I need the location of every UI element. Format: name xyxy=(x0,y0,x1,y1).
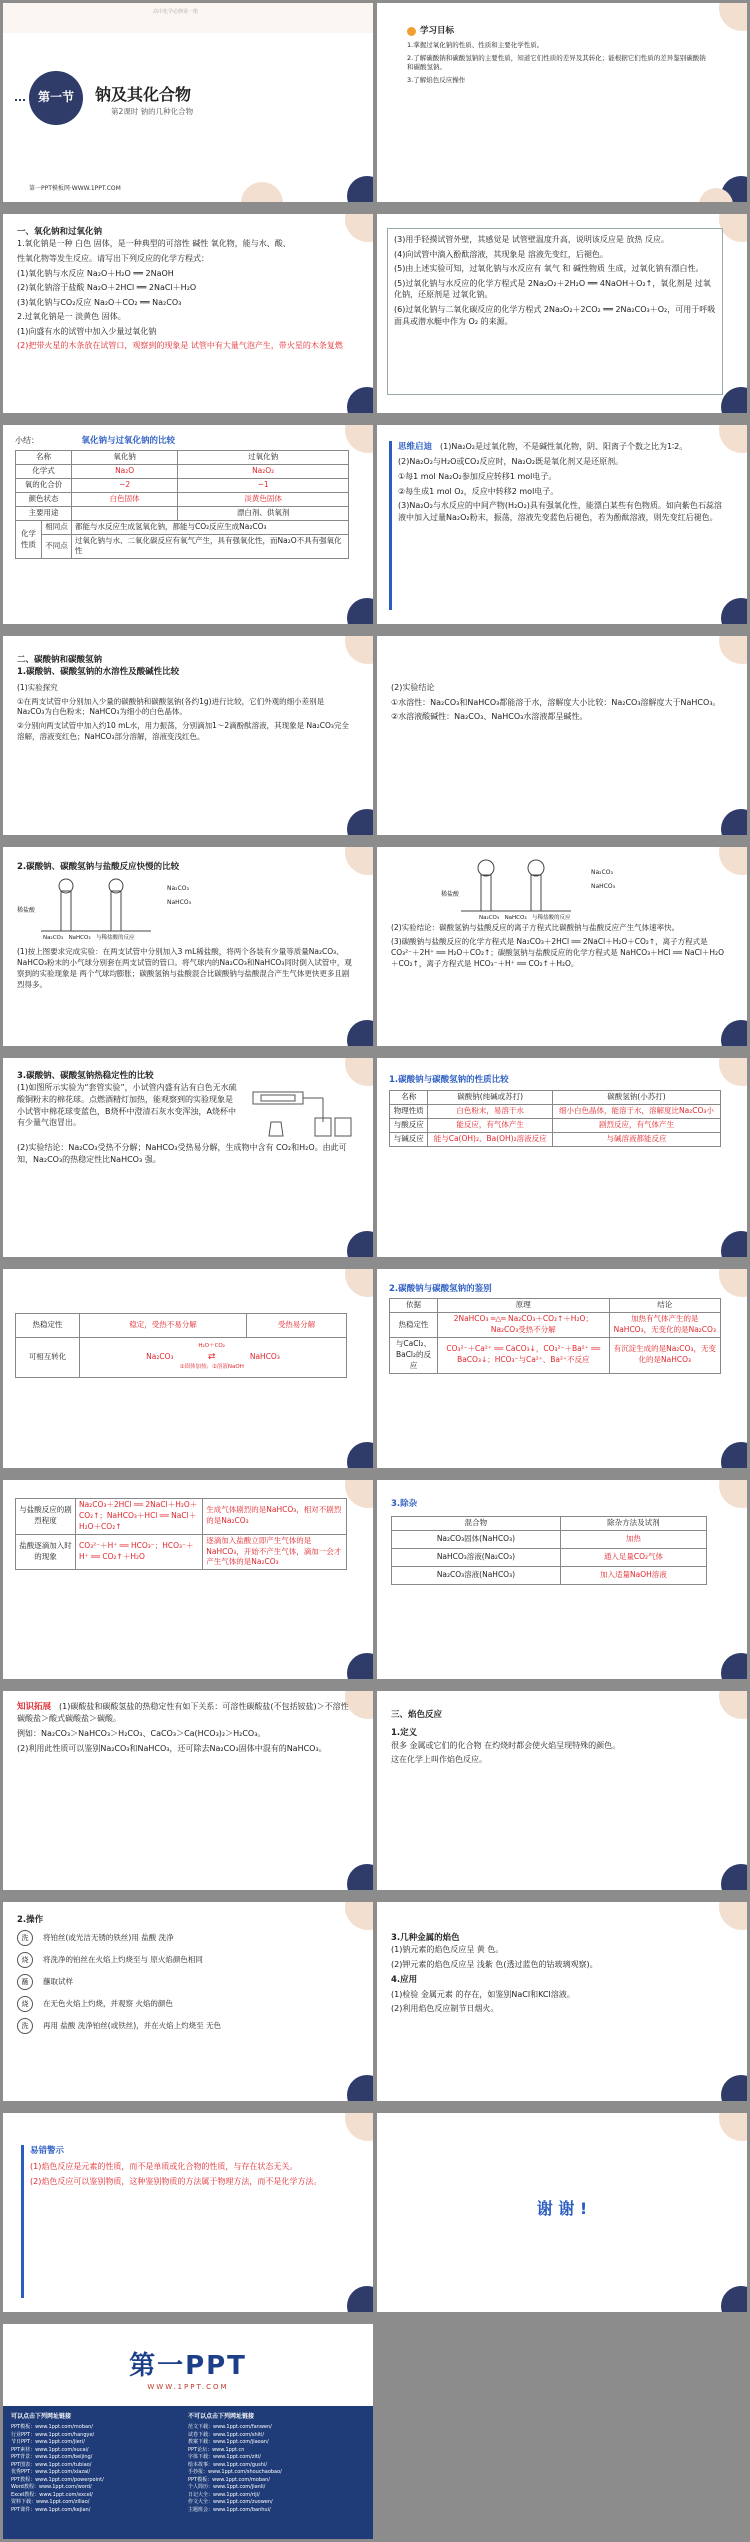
figure-label: 稀盐酸 xyxy=(441,891,460,898)
top-note: 高中化学必修第一册 xyxy=(153,9,199,15)
link-item[interactable]: 个人简历：www.1ppt.com/jianli/ xyxy=(188,2484,266,2490)
slide-identification xyxy=(377,1269,747,1468)
step-text: 再用 盐酸 洗净铂丝(或铁丝)，并在火焰上灼烧至 无色 xyxy=(43,2020,222,2030)
text-line: (2)实验结论 xyxy=(391,683,435,692)
conv-right: NaHCO₃ xyxy=(249,1352,280,1362)
tube-apparatus-diagram xyxy=(243,1082,353,1142)
text-line: 1.氧化钠是一种 白色 固体，是一种典型的可溶性 碱性 氧化物，能与水、酸、 xyxy=(17,239,291,249)
footer-text: 第一PPT模板网·WWW.1PPT.COM xyxy=(29,185,121,192)
comparison-table: 名称 氧化钠 过氧化钠 化学式 Na₂O Na₂O₂ 氧的化合价 −2 −1 颜色状态 白色固体 淡黄色固体 主要用途 漂白剂、供氧剂 化学性质 相同点 都能与水反应生成氢氧化钠，都能与CO₂反应生成Na₂CO₃ 不同点 过氧化钠与水、二氧化碳反应有氧气产生，具有强氧化性，而Na₂O不具有强氧化性 xyxy=(15,450,349,559)
slide-branding xyxy=(3,2324,373,2539)
link-item[interactable]: PPT图表：www.1ppt.com/tubiao/ xyxy=(11,2461,92,2468)
table-row: 颜色状态 白色固体 淡黄色固体 xyxy=(16,492,349,506)
objective-item: 3.了解焰色反应操作 xyxy=(407,75,466,84)
figure-label: NaHCO₃ xyxy=(167,899,191,907)
balloon-figure xyxy=(391,859,727,923)
link-item[interactable]: 日记大全：www.1ppt.com/riji/ xyxy=(188,2491,260,2498)
equation-line: (3)氧化钠与CO₂反应 Na₂O＋CO₂ ══ Na₂CO₃ xyxy=(17,297,182,307)
table-row: 物理性质 白色粉末，易溶于水 细小白色晶体，能溶于水，溶解度比Na₂CO₃小 xyxy=(390,1105,721,1119)
text-line: (4)向试管中滴入酚酞溶液，其现象是 溶液先变红，后褪色。 xyxy=(394,249,608,259)
figure-label: NaHCO₃ xyxy=(591,883,615,890)
text-line: (5)由上述实验可知，过氧化钠与水反应有 氧气 和 碱性物质 生成，过氧化钠有漂白性。 xyxy=(394,264,704,274)
section-subtitle: 1.碳酸钠、碳酸氢钠的水溶性及酸碱性比较 xyxy=(17,667,180,678)
section-title: 二、碳酸钠和碳酸氢钠 xyxy=(17,655,103,665)
table-row: 氧的化合价 −2 −1 xyxy=(16,479,349,493)
text-line: (2)实验结论：Na₂CO₃受热不分解；NaHCO₃受热易分解，生成物中含有 CO₂和H₂O。由此可知，Na₂CO₃的热稳定性比NaHCO₃ 强。 xyxy=(17,1143,347,1164)
table-row: 与盐酸反应的剧烈程度 Na₂CO₃＋2HCl ══ 2NaCl＋H₂O＋CO₂↑；NaHCO₃＋HCl ══ NaCl＋H₂O＋CO₂↑ 生成气体剧烈的是NaHCO₃，相对不剧烈的是Na₂CO₃ xyxy=(16,1499,347,1535)
slide-purification xyxy=(377,1480,747,1679)
slide-peroxide-reaction xyxy=(377,214,747,413)
step-text: 蘸取试样 xyxy=(43,1976,73,1986)
link-item[interactable]: 手抄报：www.1ppt.com/shouchaobao/ xyxy=(188,2469,282,2475)
text-line: 例如：Na₂CO₃＞NaHCO₃＞H₂CO₃、CaCO₃＞Ca(HCO₃)₂＞H₂CO₃。 xyxy=(17,1728,266,1738)
section-badge: 第一节 xyxy=(29,71,83,125)
conv-left: Na₂CO₃ xyxy=(146,1352,174,1362)
text-line: ①水溶性：Na₂CO₃和NaHCO₃都能溶于水，溶解度大小比较：Na₂CO₃溶解度大于NaHCO₃。 xyxy=(391,697,721,707)
step-icon: 洗 xyxy=(17,1930,33,1946)
text-line: ①在两支试管中分别加入少量的碳酸钠和碳酸氢钠(各约1g)进行比较，它们外观的细小差别是 Na₂CO₃为白色粉末；NaHCO₃为细小的白色晶体。 xyxy=(17,696,325,717)
text-line: (3)用手轻摸试管外壁，其感觉是 试管壁温度升高，说明该反应是 放热 反应。 xyxy=(394,235,669,244)
step-row xyxy=(17,1974,353,1990)
objectives-heading: 学习目标 xyxy=(420,26,455,36)
table-row: Na₂CO₃固体(NaHCO₃) 加热 xyxy=(392,1531,707,1549)
slide-title xyxy=(3,3,373,202)
figure-caption: Na₂CO₃ NaHCO₃ 与稀盐酸的反应 xyxy=(479,915,571,921)
text-line: (2)利用此性质可以鉴别Na₂CO₃和NaHCO₃，还可除去Na₂CO₃固体中混有的NaHCO₃。 xyxy=(17,1743,327,1753)
slide-objectives xyxy=(377,3,747,202)
apparatus-diagram xyxy=(461,859,591,919)
step-icon: 蘸 xyxy=(17,1974,33,1990)
link-item[interactable]: 行业PPT：www.1ppt.com/hangye/ xyxy=(11,2431,95,2438)
text-line: ②每生成1 mol O₂，反应中转移2 mol电子。 xyxy=(398,486,559,496)
slide-flame-test-def xyxy=(377,1691,747,1890)
slide-carbonates-intro xyxy=(3,636,373,835)
text-line: (2)实验结论：碳酸氢钠与盐酸反应的离子方程式比碳酸钠与盐酸反应产生气体速率快。 xyxy=(391,923,680,932)
table-row: 化学式 Na₂O Na₂O₂ xyxy=(16,465,349,479)
step-row xyxy=(17,1996,353,2012)
balloon-figure xyxy=(17,877,353,943)
step-text: 在无色火焰上灼烧，并观察 火焰的颜色 xyxy=(43,1998,173,2008)
purification-table: 混合物 除杂方法及试剂 Na₂CO₃固体(NaHCO₃) 加热 NaHCO₃溶液(Na₂CO₃) 通入足量CO₂气体 Na₂CO₃溶液(NaHCO₃) 加入适量NaOH溶液 xyxy=(391,1516,707,1585)
table-row: 与酸反应 能反应，有气体产生 剧烈反应，有气体产生 xyxy=(390,1119,721,1133)
slide-property-comparison xyxy=(377,1058,747,1257)
table-title: 氧化钠与过氧化钠的比较 xyxy=(81,436,176,446)
stability-table xyxy=(15,1313,347,1378)
slide-caution xyxy=(3,2113,373,2312)
slide-heading: 钠及其化合物 xyxy=(95,85,192,104)
conv-bottom: ①固体加热；②溶液NaOH xyxy=(179,1364,244,1371)
link-item[interactable]: 主题班会：www.1ppt.com/banhui/ xyxy=(188,2506,271,2513)
text-line: (1)焰色反应是元素的性质，而不是单质或化合物的性质，与存在状态无关。 xyxy=(30,2162,298,2172)
section-title: 3.碳酸钠、碳酸氢钠热稳定性的比较 xyxy=(17,1071,154,1081)
section-title: 三、焰色反应 xyxy=(391,1710,443,1720)
acid-table xyxy=(15,1498,347,1570)
objective-item: 1.掌握过氧化钠的性质、性质和主要化学性质。 xyxy=(407,41,544,50)
slide-thermal-stability xyxy=(3,1058,373,1257)
text-line: (1)钠元素的焰色反应呈 黄 色。 xyxy=(391,1945,504,1955)
section-title: 3.几种金属的焰色 xyxy=(391,1933,460,1943)
summary-label: 小结： xyxy=(15,436,39,445)
text-line: (1)实验探究 xyxy=(17,682,58,692)
text-line: (2)把带火星的木条放在试管口，观察到的现象是 试管中有大量气泡产生，带火星的木条复燃 xyxy=(17,341,343,351)
slide-flame-test-steps xyxy=(3,1902,373,2101)
double-arrow-icon: ⇄ xyxy=(207,1351,216,1362)
step-icon: 烧 xyxy=(17,1952,33,1968)
conv-top: H₂O＋CO₂ xyxy=(198,1343,225,1349)
table-row: 可相互转化 Na₂CO₃ H₂O＋CO₂ ⇄ ①固体加热；②溶液NaOH NaHCO₃ xyxy=(16,1338,347,1378)
table-row: 主要用途 漂白剂、供氧剂 xyxy=(16,506,349,520)
text-line: ①每1 mol Na₂O₂参加反应转移1 mol电子。 xyxy=(398,471,557,481)
section-title: 2.碳酸钠与碳酸氢钠的鉴别 xyxy=(389,1284,492,1294)
link-item[interactable]: PPT模板：www.1ppt.com/moban/ xyxy=(11,2424,93,2430)
text-line: (2)钾元素的焰色反应呈 浅紫 色(透过蓝色的钴玻璃观察)。 xyxy=(391,1959,598,1969)
text-line: (6)过氧化钠与二氧化碳反应的化学方程式 2Na₂O₂＋2CO₂ ══ 2Na₂CO₃＋O₂，可用于呼吸面具或潜水艇中作为 O₂ 的来源。 xyxy=(394,304,716,326)
step-text: 将铂丝(或光洁无锈的铁丝)用 盐酸 洗净 xyxy=(43,1932,174,1942)
table-row: 盐酸逐滴加入时的现象 CO₃²⁻＋H⁺ ══ HCO₃⁻；HCO₃⁻＋H⁺ ══ CO₂↑＋H₂O 逐滴加入盐酸立即产生气体的是NaHCO₃，开始不产生气体，滴加一会才产生气体的是Na₂CO₃ xyxy=(16,1534,347,1570)
link-item[interactable]: PPT论坛：www.1ppt.cn xyxy=(188,2446,245,2453)
text-line: 2.过氧化钠是一 淡黄色 固体。 xyxy=(17,312,126,322)
figure-label: Na₂CO₃ xyxy=(167,885,189,893)
left-links-title: 可以点击下列网址链接 xyxy=(11,2413,72,2420)
text-line: 性氧化物等发生反应。请写出下列反应的化学方程式： xyxy=(17,253,209,263)
text-line: (1)向盛有水的试管中加入少量过氧化钠 xyxy=(17,326,157,336)
objective-item: 2.了解碳酸钠和碳酸氢钠的主要性质，知道它们性质的差异及其转化；能根据它们性质的差异鉴别碳酸钠和碳酸氢钠。 xyxy=(407,53,706,72)
text-line: (2)焰色反应可以鉴别物质，这种鉴别物质的方法属于物理方法，而不是化学方法。 xyxy=(30,2176,322,2186)
brand-logo: 第一PPT xyxy=(129,2351,247,2381)
link-item[interactable]: PPT素材：www.1ppt.com/sucai/ xyxy=(11,2446,89,2453)
slide-thanks xyxy=(377,2113,747,2312)
target-icon xyxy=(407,27,416,36)
slide-acid-conclusion xyxy=(377,847,747,1046)
link-item[interactable]: 优秀PPT：www.1ppt.com/xiazai/ xyxy=(11,2469,91,2475)
link-item[interactable]: 试卷下载：www.1ppt.com/shiti/ xyxy=(188,2431,265,2438)
equation-line: (1)氧化钠与水反应 Na₂O＋H₂O ══ 2NaOH xyxy=(17,268,174,278)
table-row: 与CaCl₂、BaCl₂的反应 CO₃²⁻＋Ca²⁺ ══ CaCO₃↓，CO₃²⁻＋Ba²⁺ ══ BaCO₃↓；HCO₃⁻与Ca²⁺、Ba²⁺不反应 有沉淀生成的是Na₂CO₃，无变化的是NaHCO₃ xyxy=(390,1337,721,1373)
table-row: 热稳定性 稳定，受热不易分解 受热易分解 xyxy=(16,1314,347,1338)
slide-subheading: 第2课时 钠的几种化合物 xyxy=(111,107,194,116)
table-row: Na₂CO₃溶液(NaHCO₃) 加入适量NaOH溶液 xyxy=(392,1567,707,1585)
slide-acid-identification xyxy=(3,1480,373,1679)
text-line: (2)利用焰色反应制节日烟火。 xyxy=(391,2004,499,2014)
text-line: ②水溶液酸碱性：Na₂CO₃、NaHCO₃水溶液都呈碱性。 xyxy=(391,712,588,722)
slide-experiment-conclusion xyxy=(377,636,747,835)
section-subtitle: 1.定义 xyxy=(391,1728,418,1739)
step-icon: 洗 xyxy=(17,2018,33,2034)
step-icon: 烧 xyxy=(17,1996,33,2012)
text-line: 这在化学上叫作焰色反应。 xyxy=(391,1755,487,1765)
link-item[interactable]: 字体下载：www.1ppt.com/ziti/ xyxy=(188,2454,261,2460)
caution-title: 易错警示 xyxy=(30,2146,65,2156)
section-title: 2.操作 xyxy=(17,1915,44,1925)
step-row xyxy=(17,1952,353,1968)
link-item[interactable]: PPT模板：www.1ppt.com/moban/ xyxy=(188,2476,270,2483)
link-item[interactable]: Word教程：www.1ppt.com/word/ xyxy=(11,2484,92,2490)
table-row: 化学性质 相同点 都能与水反应生成氢氧化钠，都能与CO₂反应生成Na₂CO₃ xyxy=(16,520,349,534)
figure-label: 稀盐酸 xyxy=(17,907,36,915)
text-line: (2)Na₂O₂与H₂O或CO₂反应时，Na₂O₂既是氧化剂又是还原剂。 xyxy=(398,457,624,467)
dots-decor xyxy=(15,99,25,102)
table-row: NaHCO₃溶液(Na₂CO₃) 通入足量CO₂气体 xyxy=(392,1549,707,1567)
slide-extension: 知识拓展 (1)碳酸盐和碳酸氢盐的热稳定性有如下关系：可溶性碳酸盐(不包括铵盐)＞不溶性碳酸盐＞酸式碳酸盐＞碳酸。 例如：Na₂CO₃＞NaHCO₃＞H₂CO₃、CaCO₃＞Ca(HCO₃)₂＞H₂CO₃。 (2)利用此性质可以鉴别Na₂CO₃和NaHCO₃，还可除去Na₂CO₃固体中混有的NaHCO₃。 xyxy=(3,1691,373,1890)
slide-sodium-oxide xyxy=(3,214,373,413)
text-line: (3)碳酸钠与盐酸反应的化学方程式是 Na₂CO₃＋2HCl ══ 2NaCl＋H₂O＋CO₂↑，离子方程式是 CO₃²⁻＋2H⁺ ══ H₂O＋CO₂↑；碳酸氢钠与盐酸反应的化学方程式是 NaHCO₃＋HCl ══ NaCl＋H₂O＋CO₂↑，离子方程式是 HCO₃⁻＋H⁺ ══ CO₂↑＋H₂O。 xyxy=(391,936,724,968)
equation-line: (2)氧化钠溶于盐酸 Na₂O＋2HCl ══ 2NaCl＋H₂O xyxy=(17,283,197,293)
text-line: 很多 金属或它们的化合物 在灼烧时都会使火焰呈现特殊的颜色。 xyxy=(391,1740,621,1750)
table-row: 不同点 过氧化钠与水、二氧化碳反应有氧气产生，具有强氧化性，而Na₂O不具有强氧化性 xyxy=(16,534,349,559)
text-line: ②分别向两支试管中加入约10 mL水，用力振荡，分别滴加1～2滴酚酞溶液，其现象是 Na₂CO₃完全溶解，溶液变红色；NaHCO₃部分溶解，溶液变浅红色。 xyxy=(17,721,349,742)
right-links-title: 不可以点击下列网址链接 xyxy=(188,2413,255,2420)
apparatus-diagram xyxy=(41,877,171,939)
text-line: (3)Na₂O₂与水反应的中间产物(H₂O₂)具有强氧化性，能漂白某些有色物质。如向紫色石蕊溶液中加入过量Na₂O₂粉末，振荡，溶液先变蓝色后褪色，若为酚酞溶液，则先变红后褪色。 xyxy=(398,501,722,522)
step-row xyxy=(17,2018,353,2034)
brand-url: WWW.1PPT.COM xyxy=(147,2383,229,2391)
link-item[interactable]: PPT背景：www.1ppt.com/beijing/ xyxy=(11,2454,93,2460)
link-item[interactable]: 节日PPT：www.1ppt.com/jieri/ xyxy=(11,2439,85,2445)
link-item[interactable]: Excel教程：www.1ppt.com/excel/ xyxy=(11,2491,93,2498)
text-line: (1)按上图要求完成实验：在两支试管中分别加入3 mL稀盐酸，将两个各装有少量等质量Na₂CO₃、NaHCO₃粉末的小气球分别套在两支试管的管口。将气球内的Na₂CO₃和NaHCO₃同时倒入试管中，观察到的实验现象是 两个气球均膨胀；碳酸氢钠与盐酸混合比碳酸钠与盐酸混合产生气体更快更多且剧烈得多。 xyxy=(17,947,352,989)
figure-caption: Na₂CO₃ NaHCO₃ 与稀盐酸的反应 xyxy=(43,935,135,942)
text-line: 4.应用 xyxy=(391,1974,418,1985)
link-item[interactable]: 资料下载：www.1ppt.com/ziliao/ xyxy=(11,2499,90,2505)
table-row: 与碱反应 能与Ca(OH)₂、Ba(OH)₂溶液反应 与碱溶液都能反应 xyxy=(390,1132,721,1146)
table-row: 热稳定性 2NaHCO₃ ═△═ Na₂CO₃＋CO₂↑＋H₂O；Na₂CO₃受热不分解 加热有气体产生的是NaHCO₃，无变化的是Na₂CO₃ xyxy=(390,1313,721,1338)
section-title: 2.碳酸钠、碳酸氢钠与盐酸反应快慢的比较 xyxy=(17,862,180,872)
link-item[interactable]: PPT教程：www.1ppt.com/powerpoint/ xyxy=(11,2476,104,2483)
section-title: 1.碳酸钠与碳酸氢钠的性质比较 xyxy=(389,1075,509,1085)
link-item[interactable]: 绘本故事：www.1ppt.com/gushi/ xyxy=(188,2461,268,2468)
step-row xyxy=(17,1930,353,1946)
identification-table: 依据 原理 结论 热稳定性 2NaHCO₃ ═△═ Na₂CO₃＋CO₂↑＋H₂O；Na₂CO₃受热不分解 加热有气体产生的是NaHCO₃，无变化的是Na₂CO₃ 与CaCl₂、BaCl₂的反应 CO₃²⁻＋Ca²⁺ ══ CaCO₃↓，CO₃²⁻＋Ba²⁺ ══ BaCO₃↓；HCO₃⁻与Ca²⁺、Ba²⁺不反应 有沉淀生成的是Na₂CO₃，无变化的是NaHCO₃ xyxy=(389,1298,721,1373)
text-line: (1)检验 金属元素 的存在，如鉴别NaCl和KCl溶液。 xyxy=(391,1989,575,1999)
slide-summary-table xyxy=(3,425,373,624)
step-text: 将洗净的铂丝在火焰上灼烧至与 原火焰颜色相同 xyxy=(43,1954,203,1964)
section-title: 3.除杂 xyxy=(391,1499,418,1509)
property-table: 名称 碳酸钠(纯碱或苏打) 碳酸氢钠(小苏打) 物理性质 白色粉末，易溶于水 细小白色晶体，能溶于水，溶解度比Na₂CO₃小 与酸反应 能反应，有气体产生 剧烈反应，有气体产生 与碱反应 能与Ca(OH)₂、Ba(OH)₂溶液反应 与碱溶液都能反应 xyxy=(389,1090,721,1147)
text-line: (5)过氧化钠与水反应的化学方程式是 2Na₂O₂＋2H₂O ══ 4NaOH＋O₂↑，氧化剂是 过氧化钠，还原剂是 过氧化钠。 xyxy=(394,278,711,300)
slide-flame-colors xyxy=(377,1902,747,2101)
thinking-title: 思维启迪 xyxy=(398,442,433,452)
section-title: 一、氧化钠和过氧化钠 xyxy=(17,227,103,237)
thanks-text: 谢 谢 ! xyxy=(536,2199,588,2218)
figure-label: Na₂CO₃ xyxy=(591,869,613,876)
slide-acid-reaction xyxy=(3,847,373,1046)
link-item[interactable]: PPT课件：www.1ppt.com/kejian/ xyxy=(11,2506,91,2513)
link-item[interactable]: 作文大全：www.1ppt.com/zuowen/ xyxy=(188,2499,273,2505)
link-item[interactable]: 范文下载：www.1ppt.com/fanwen/ xyxy=(188,2424,272,2430)
text-line: (1)如图所示实验为“套管实验”，小试管内盛有沾有白色无水硫酸铜粉末的棉花球。点燃酒精灯加热，能观察到的实验现象是 小试管中棉花球变蓝色，B烧杯中澄清石灰水变浑浊，A烧杯中有少量气泡冒出。 xyxy=(17,1083,237,1128)
extension-title: 知识拓展 xyxy=(17,1702,52,1712)
slide-thinking: 思维启迪 (1)Na₂O₂是过氧化物，不是碱性氧化物，阴、阳离子个数之比为1∶2。 (2)Na₂O₂与H₂O或CO₂反应时，Na₂O₂既是氧化剂又是还原剂。 ①每1 mol Na₂O₂参加反应转移1 mol电子。 ②每生成1 mol O₂，反应中转移2 mol电子。 (3)Na₂O₂与水反应的中间产物(H₂O₂)具有强氧化性，能漂白某些有色物质。如向紫色石蕊溶液中加入过量Na₂O₂粉末，振荡，溶液先变蓝色后褪色，若为酚酞溶液，则先变红后褪色。 xyxy=(377,425,747,624)
link-item[interactable]: 教案下载：www.1ppt.com/jiaoan/ xyxy=(188,2439,269,2445)
slide-stability-conversion xyxy=(3,1269,373,1468)
